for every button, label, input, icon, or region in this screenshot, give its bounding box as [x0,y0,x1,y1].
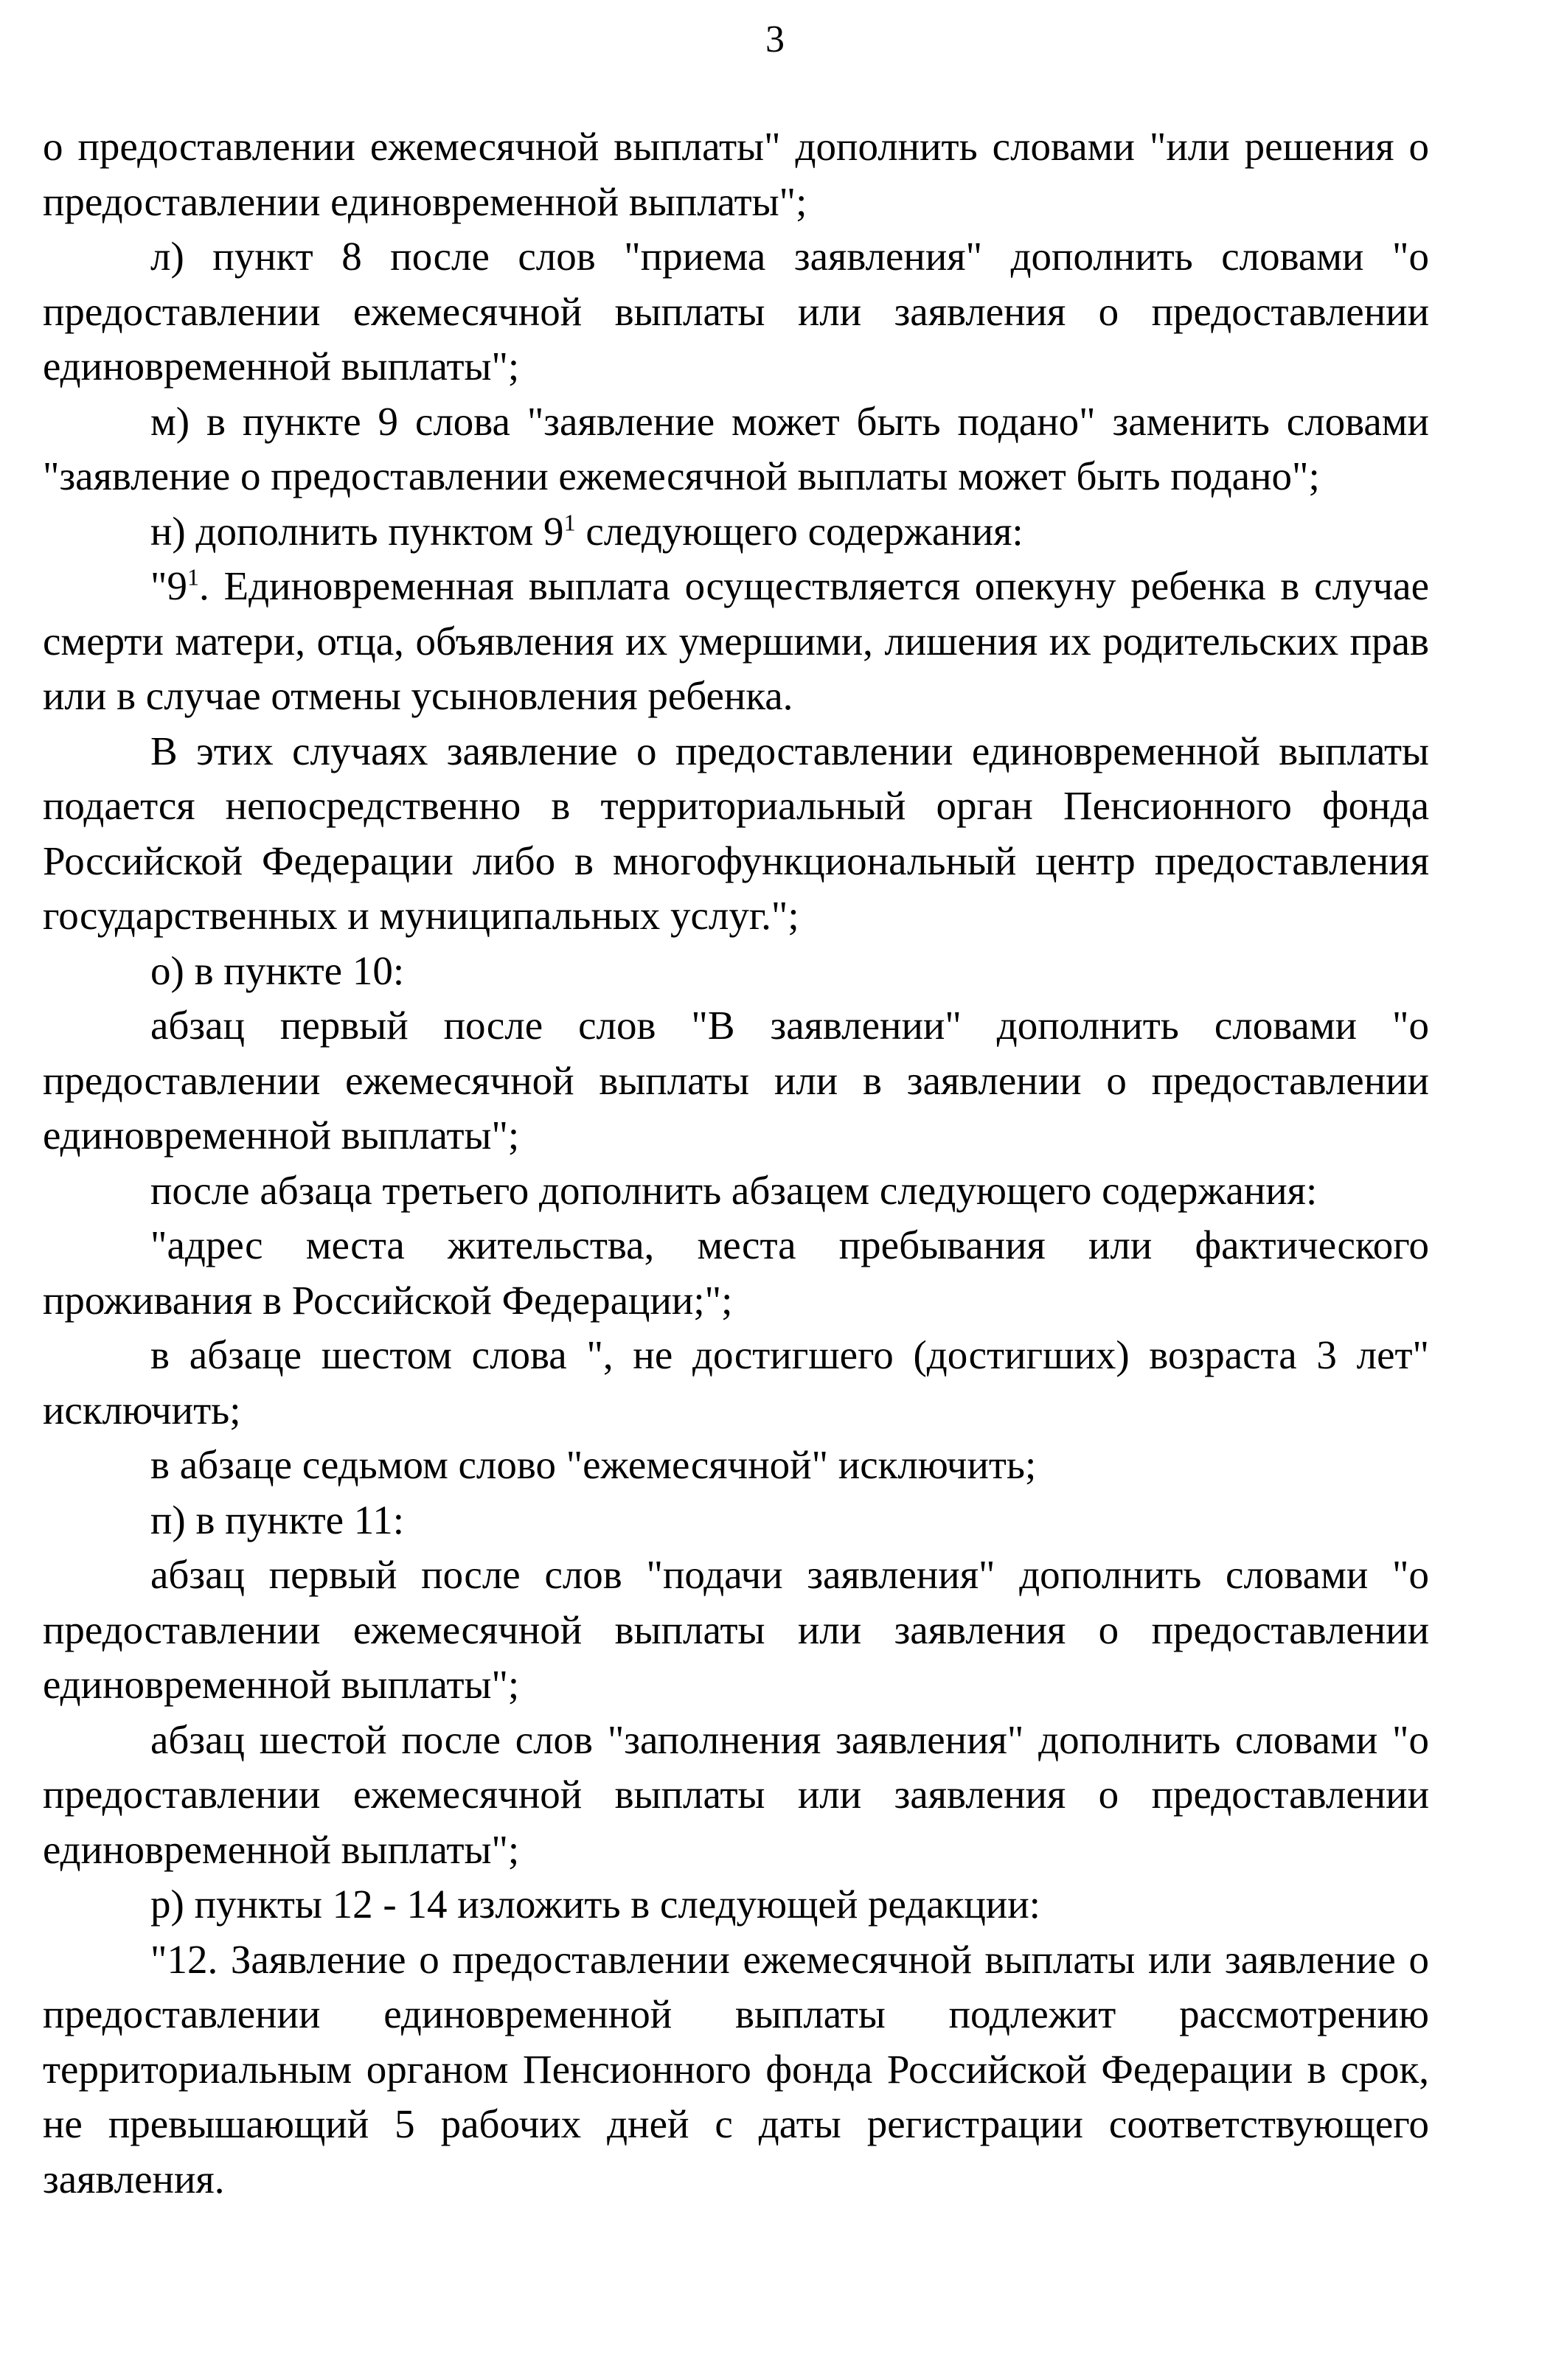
paragraph: абзац шестой после слов "заполнения заявления" дополнить словами "о предоставлении ежемесячной выплаты или заявления о предоставлении единовременной выплаты"; [43,1716,1429,1872]
paragraph: о) в пункте 10: [150,947,405,993]
paragraph: абзац первый после слов "подачи заявления" дополнить словами "о предоставлении ежемесячной выплаты или заявления о предоставлении единовременной выплаты"; [43,1552,1429,1707]
paragraph: "адрес места жительства, места пребывания или фактического проживания в Российской Федерации;"; [43,1222,1429,1323]
paragraph: р) пункты 12 - 14 изложить в следующей редакции: [150,1882,1040,1927]
paragraph-text: . Единовременная выплата осуществляется опекуну ребенка в случае смерти матери, отца, объявления их умершими, лишения их родительских прав или в случае отмены усыновления ребенка. [43,563,1429,718]
paragraph: п) в пункте 11: [150,1497,405,1542]
paragraph: после абзаца третьего дополнить абзацем следующего содержания: [150,1167,1318,1213]
paragraph [43,559,1429,724]
paragraph-text: "9 [150,563,187,608]
document-body [43,119,1429,2207]
paragraph-text: н) дополнить пунктом 9 [150,508,564,554]
paragraph: "12. Заявление о предоставлении ежемесячной выплаты или заявление о предоставлении единовременной выплаты подлежит рассмотрению территориальным органом Пенсионного фонда Российской Федерации в срок, не превышающий 5 рабочих дней с даты регистрации соответствующего заявления. [43,1936,1429,2202]
superscript: 1 [187,563,199,591]
paragraph [43,504,1429,560]
paragraph: о предоставлении ежемесячной выплаты" дополнить словами "или решения о предоставлении единовременной выплаты"; [43,124,1429,224]
paragraph: В этих случаях заявление о предоставлении единовременной выплаты подается непосредственно в территориальный орган Пенсионного фонда Российской Федерации либо в многофункциональный центр предоставления государственных и муниципальных услуг."; [43,728,1429,938]
paragraph: абзац первый после слов "В заявлении" дополнить словами "о предоставлении ежемесячной выплаты или в заявлении о предоставлении единовременной выплаты"; [43,1003,1429,1158]
paragraph: в абзаце шестом слова ", не достигшего (достигших) возраста 3 лет" исключить; [43,1332,1429,1433]
paragraph-text: следующего содержания: [575,508,1024,554]
paragraph: л) пункт 8 после слов "приема заявления" дополнить словами "о предоставлении ежемесячной выплаты или заявления о предоставлении единовременной выплаты"; [43,234,1429,389]
superscript: 1 [563,509,576,536]
paragraph: в абзаце седьмом слово "ежемесячной" исключить; [150,1442,1037,1487]
page-number: 3 [765,18,785,60]
paragraph: м) в пункте 9 слова "заявление может быть подано" заменить словами "заявление о предоставлении ежемесячной выплаты может быть подано"; [43,398,1429,498]
